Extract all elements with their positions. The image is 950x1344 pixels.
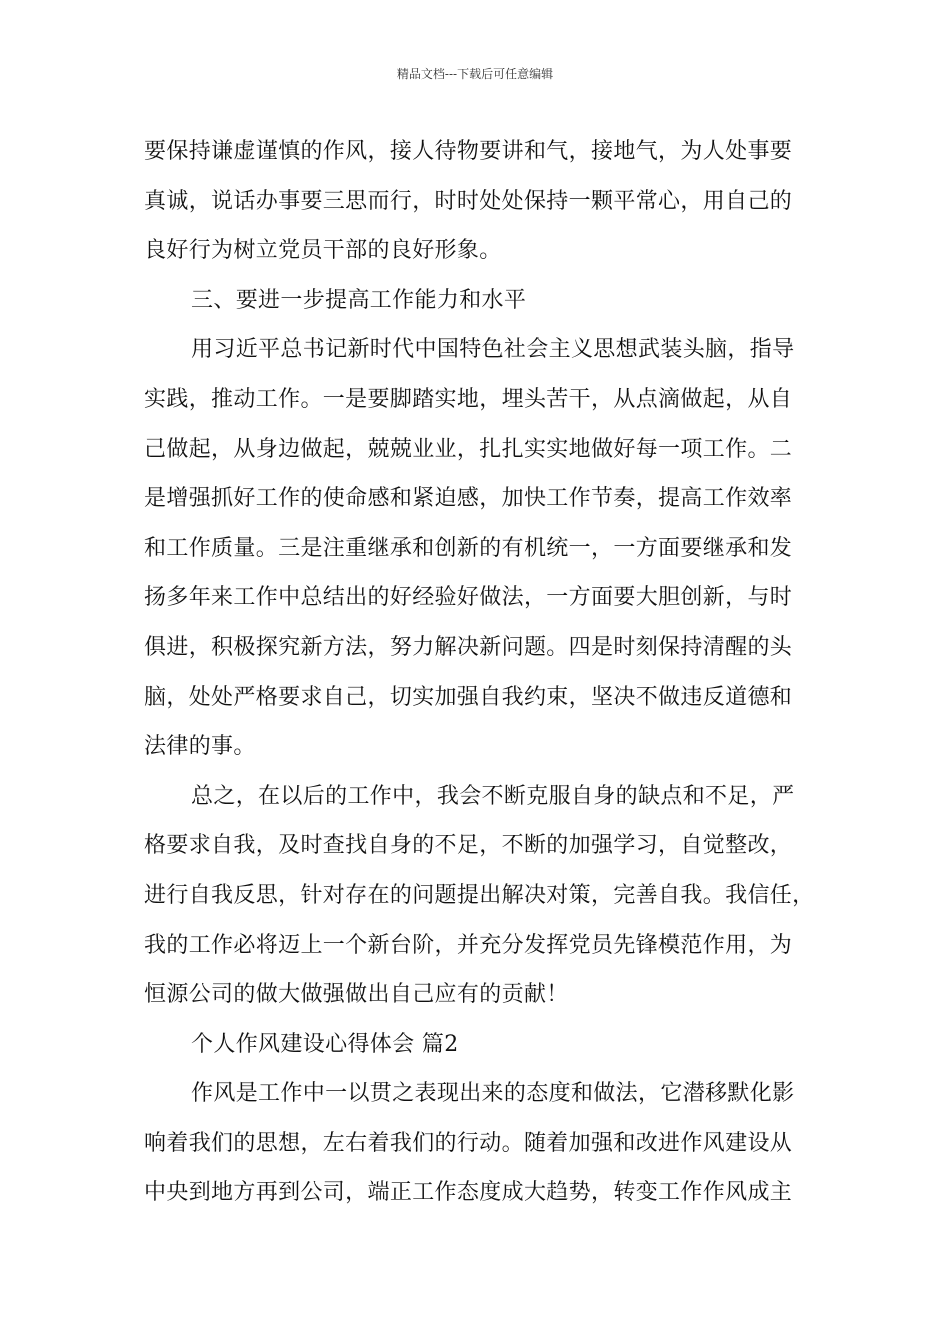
text-line: 三、要进一步提高工作能力和水平 [191, 287, 527, 313]
text-line: 实践，推动工作。一是要脚踏实地，埋头苦干，从点滴做起，从自 [144, 386, 793, 412]
text-line: 格要求自我，及时查找自身的不足，不断的加强学习，自觉整改， [144, 833, 793, 859]
text-line: 要保持谦虚谨慎的作风，接人待物要讲和气，接地气，为人处事要 [144, 139, 793, 164]
text-line: 响着我们的思想，左右着我们的行动。随着加强和改进作风建设从 [144, 1130, 793, 1156]
text-line: 作风是工作中一以贯之表现出来的态度和做法，它潜移默化影 [191, 1081, 795, 1107]
text-line: 个人作风建设心得体会 篇2 [191, 1031, 459, 1057]
text-line: 是增强抓好工作的使命感和紧迫感，加快工作节奏，提高工作效率 [144, 486, 793, 512]
text-line: 恒源公司的做大做强做出自己应有的贡献！ [144, 982, 569, 1008]
text-line: 和工作质量。三是注重继承和创新的有机统一，一方面要继承和发 [144, 535, 793, 561]
text-line: 我的工作必将迈上一个新台阶，并充分发挥党员先锋模范作用，为 [144, 932, 793, 958]
text-line: 脑，处处严格要求自己，切实加强自我约束，坚决不做违反道德和 [144, 684, 793, 710]
text-line: 用习近平总书记新时代中国特色社会主义思想武装头脑，指导 [191, 337, 795, 363]
text-line: 己做起，从身边做起，兢兢业业，扎扎实实地做好每一项工作。二 [144, 436, 793, 462]
text-line: 法律的事。 [144, 734, 256, 760]
text-line: 中央到地方再到公司，端正工作态度成大趋势，转变工作作风成主 [144, 1180, 793, 1206]
text-line: 俱进，积极探究新方法，努力解决新问题。四是时刻保持清醒的头 [144, 634, 793, 660]
text-line: 良好行为树立党员干部的良好形象。 [144, 238, 502, 264]
text-line: 扬多年来工作中总结出的好经验好做法，一方面要大胆创新，与时 [144, 585, 793, 611]
text-line: 总之，在以后的工作中，我会不断克服自身的缺点和不足，严 [191, 783, 795, 809]
page-header: 精品文档---下载后可任意编辑 [396, 67, 554, 81]
text-line: 真诚，说话办事要三思而行，时时处处保持一颗平常心，用自己的 [144, 188, 793, 214]
document-body [144, 127, 815, 1218]
text-line: 进行自我反思，针对存在的问题提出解决对策，完善自我。我信任， [144, 882, 815, 908]
